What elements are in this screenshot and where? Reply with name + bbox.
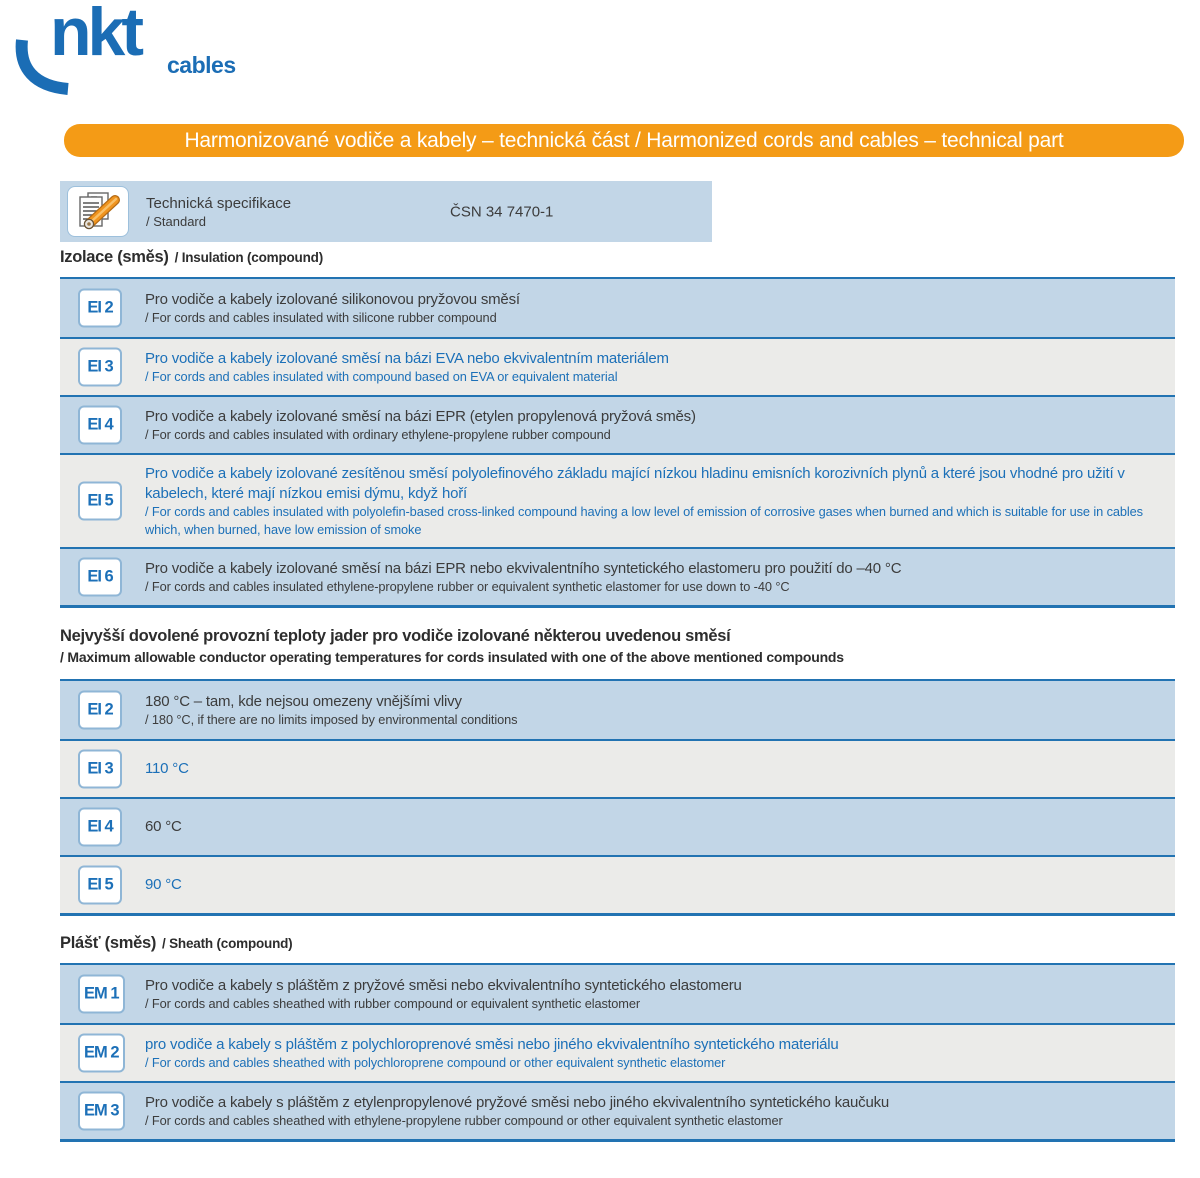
section-heading-insulation-en: / Insulation (compound): [174, 250, 323, 265]
table-row-temp-ei4: [60, 797, 1175, 855]
section-heading-sheath-cs: Plášť (směs): [60, 934, 157, 952]
standard-label: [146, 194, 291, 230]
code-badge-temp-ei4: EI 4: [78, 808, 122, 847]
table-row-ei4: [60, 395, 1175, 453]
page-title: Harmonizované vodiče a kabely – technická část / Harmonized cords and cables – technical part: [184, 128, 1064, 152]
standard-value: ČSN 34 7470-1: [450, 203, 554, 220]
document-cable-icon-art: [75, 192, 121, 232]
table-row-ei2: [60, 279, 1175, 337]
row-text-en: / For cords and cables insulated with silicone rubber compound: [145, 310, 497, 325]
table-row-em1: [60, 965, 1175, 1023]
section-heading-insulation-cs: Izolace (směs): [60, 248, 169, 266]
row-text-en: / For cords and cables sheathed with polychloroprene compound or other equivalent synthetic elastomer: [145, 1055, 726, 1070]
section-heading-sheath: [60, 934, 1200, 953]
row-text-en: / For cords and cables sheathed with rubber compound or equivalent synthetic elastomer: [145, 996, 641, 1011]
logo-suffix-text: cables: [167, 52, 236, 78]
gap: [0, 608, 1200, 625]
code-badge-ei5: EI 5: [78, 482, 122, 521]
row-text-cs: 60 °C: [145, 818, 182, 836]
row-text-cs: 180 °C – tam, kde nejsou omezeny vnějšími vlivy: [145, 692, 462, 710]
table-row-ei6: [60, 547, 1175, 605]
section-heading-temperatures-en: / Maximum allowable conductor operating temperatures for cords insulated with one of the above mentioned compounds: [60, 649, 844, 665]
code-badge-temp-ei3: EI 3: [78, 750, 122, 789]
row-text-cs: Pro vodiče a kabely s pláštěm z pryžové směsi nebo ekvivalentního syntetického elastomeru: [145, 976, 742, 994]
code-badge-temp-ei5: EI 5: [78, 866, 122, 905]
table-row-temp-ei3: [60, 739, 1175, 797]
section-heading-temperatures-cs: Nejvyšší dovolené provozní teploty jader pro vodiče izolované některou uvedenou směsí: [60, 627, 731, 645]
table-row-em2: [60, 1023, 1175, 1081]
standard-label-cs: Technická specifikace: [146, 194, 292, 212]
logo-brand-text: nkt: [50, 0, 140, 70]
section-heading-sheath-en: / Sheath (compound): [162, 936, 293, 951]
row-text-cs: Pro vodiče a kabely izolované směsí na bázi EPR nebo ekvivalentního syntetického elastomeru pro použití do –40 °C: [145, 559, 902, 577]
gap: [0, 953, 1200, 963]
code-badge-ei3: EI 3: [78, 348, 122, 387]
gap: [0, 267, 1200, 277]
row-text-cs: Pro vodiče a kabely izolované zesítěnou směsí polyolefinového základu mající nízkou hladinu emisních korozivních plynů a které jsou vhodné pro užití v kabelech, které mají nízkou emisi dýmu, když hoří: [145, 465, 1125, 502]
standard-row: [60, 181, 712, 242]
row-text-en: / For cords and cables sheathed with ethylene-propylene rubber compound or other equivalent synthetic elastomer: [145, 1113, 783, 1128]
temperatures-table: [60, 679, 1175, 916]
row-text-cs: pro vodiče a kabely s pláštěm z polychloroprenové směsi nebo jiného ekvivalentního syntetického materiálu: [145, 1035, 839, 1053]
row-text-cs: 90 °C: [145, 876, 182, 894]
row-text-cs: Pro vodiče a kabely izolované směsí na bázi EPR (etylen propylenová pryžová směs): [145, 407, 696, 425]
row-text-en: / For cords and cables insulated ethylene-propylene rubber or equivalent synthetic elastomer for use down to -40 °C: [145, 579, 790, 594]
code-badge-em2: EM 2: [78, 1034, 125, 1073]
table-row-temp-ei5: [60, 855, 1175, 913]
code-badge-ei4: EI 4: [78, 406, 122, 445]
row-text-cs: Pro vodiče a kabely s pláštěm z etylenpropylenové pryžové směsi nebo jiného ekvivalentního syntetického kaučuku: [145, 1093, 890, 1111]
row-text-en: / For cords and cables insulated with compound based on EVA or equivalent material: [145, 369, 618, 384]
insulation-table: [60, 277, 1175, 608]
table-row-ei5: [60, 453, 1175, 547]
table-row-temp-ei2: [60, 681, 1175, 739]
document-cable-icon: [67, 186, 129, 237]
sheath-table: [60, 963, 1175, 1142]
standard-label-en: / Standard: [146, 213, 206, 229]
row-text-cs: Pro vodiče a kabely izolované silikonovou pryžovou směsí: [145, 290, 520, 308]
row-text-en: / 180 °C, if there are no limits imposed by environmental conditions: [145, 712, 518, 727]
row-text-en: / For cords and cables insulated with ordinary ethylene-propylene rubber compound: [145, 427, 611, 442]
code-badge-ei6: EI 6: [78, 558, 122, 597]
table-row-ei3: [60, 337, 1175, 395]
code-badge-temp-ei2: EI 2: [78, 691, 122, 730]
row-text-cs: Pro vodiče a kabely izolované směsí na bázi EVA nebo ekvivalentním materiálem: [145, 349, 669, 367]
gap: [0, 916, 1200, 934]
code-badge-em3: EM 3: [78, 1092, 125, 1131]
code-badge-ei2: EI 2: [78, 289, 122, 328]
table-row-em3: [60, 1081, 1175, 1139]
section-heading-temperatures: [60, 625, 1200, 667]
row-text-en: / For cords and cables insulated with polyolefin-based cross-linked compound having a low level of emission of corrosive gases when burned and which is suitable for use in cables which, when burned, have low emission of smoke: [145, 504, 1143, 537]
page-title-banner: [64, 124, 1184, 157]
row-text-cs: 110 °C: [145, 760, 189, 778]
nkt-cables-logo: [12, 0, 272, 88]
gap: [0, 667, 1200, 679]
code-badge-em1: EM 1: [78, 975, 125, 1014]
section-heading-insulation: [60, 248, 1200, 267]
